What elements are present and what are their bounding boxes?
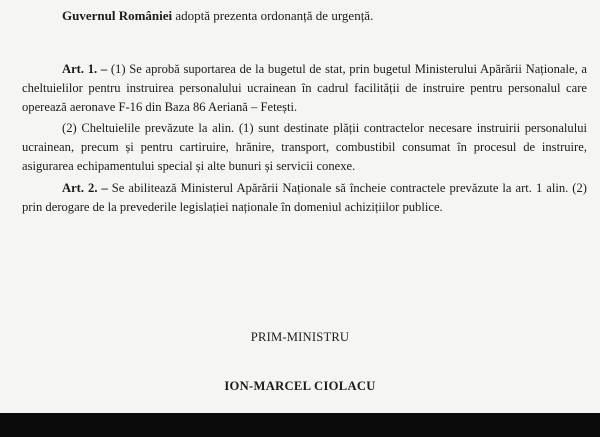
article-2-paragraph — [22, 179, 587, 217]
intro-line — [62, 7, 373, 25]
article-1-label: Art. 1. – — [62, 62, 108, 76]
article-1-paragraph-2: (2) Cheltuielile prevăzute la alin. (1) sunt destinate plății contractelor necesare instruirii personalului ucrainean, precum și pentru cartiruire, hrănire, transport, combustibil consumat în procesul de instruire, asigurarea echipamentului special și alte bunuri și servicii conexe. — [22, 121, 587, 173]
ordinance-body — [22, 60, 587, 219]
article-2-label: Art. 2. – — [62, 180, 108, 195]
bottom-black-bar — [0, 413, 600, 437]
intro-text: adoptă prezenta ordonanță de urgență. — [172, 8, 374, 23]
intro-government: Guvernul României — [62, 8, 173, 23]
article-2-text: Se abilitează Ministerul Apărării Naționale să încheie contractele prevăzute la art. 1 alin. (2) prin derogare de la prevederile legislației naționale în domeniul achizițiilor publice. — [22, 180, 587, 214]
article-1-paragraph-1 — [22, 60, 587, 116]
article-1-text: (1) Se aprobă suportarea de la bugetul de stat, prin bugetul Ministerului Apărării Naționale, a cheltuielilor pentru instruirea personalului ucrainean în cadrul facilității de instruire pentru personalul care operează aeronave F-16 din Baza 86 Aeriană – Fetești. — [22, 62, 587, 114]
signature-name: ION-MARCEL CIOLACU — [224, 379, 376, 393]
signature-title: PRIM-MINISTRU — [250, 330, 350, 344]
